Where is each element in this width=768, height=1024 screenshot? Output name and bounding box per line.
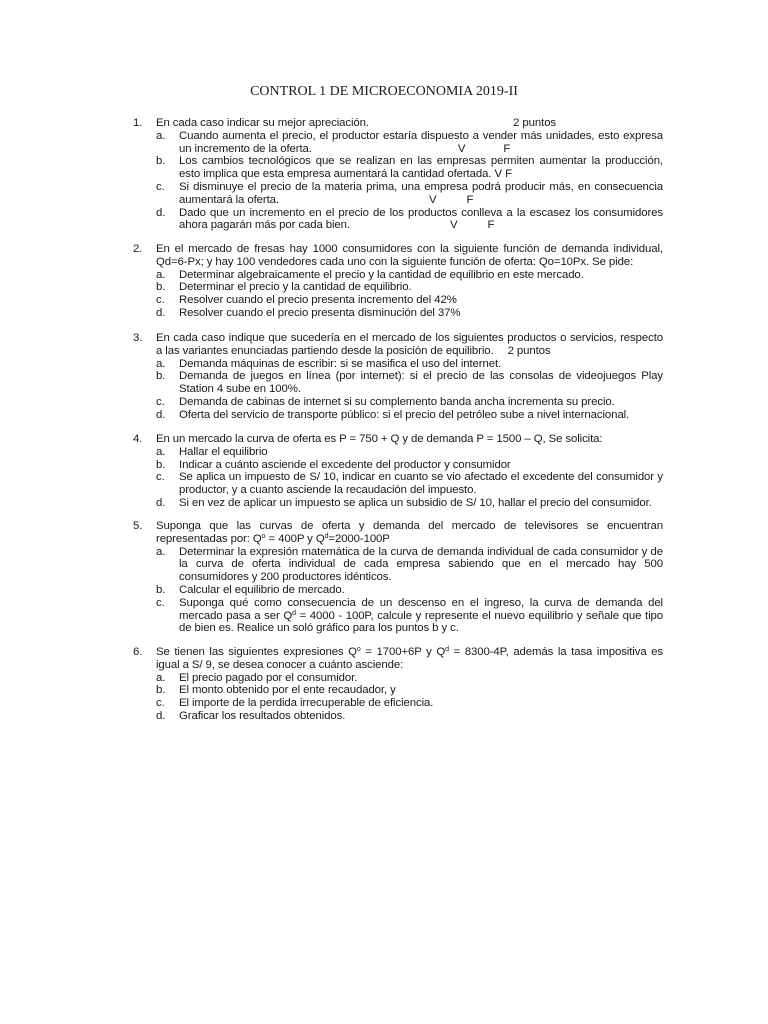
true-option: V	[457, 142, 466, 155]
list-item: d. Graficar los resultados obtenidos.	[156, 709, 346, 722]
list-item: a. Cuando aumenta el precio, el productor estaría dispuesto a vender más unidades, esto expresa un incremento de la oferta. V F	[156, 129, 663, 155]
question-2	[133, 243, 663, 320]
list-item: a. Determinar la expresión matemática de la curva de demanda individual de cada consumidor y de la curva de oferta individual de cada empresa sabiendo que en el mercado hay 500 consumidores y 200 productores idénticos.	[156, 545, 663, 584]
true-option: V	[494, 168, 502, 181]
false-option: F	[505, 168, 512, 181]
list-item: b. Indicar a cuánto asciende el excedente del productor y consumidor	[156, 458, 511, 471]
question-text: En cada caso indique que sucedería en el mercado de los siguientes productos o servicios, respecto a las variantes enunciadas partiendo desde la posición de equilibrio.	[156, 332, 663, 357]
question-number: 3.	[133, 332, 143, 344]
question-text: En cada caso indicar su mejor apreciación.	[156, 117, 369, 129]
question-number: 4.	[133, 433, 143, 445]
question-text: Se tienen las siguientes expresiones $Q^o = 1700+6P$ y $Q^d = 8300-4P$, además la tasa impositiva es igual a S/ 9, se desea conocer a cuánto asciende:	[156, 646, 664, 671]
list-item: c. Se aplica un impuesto de S/ 10, indicar en cuanto se vio afectado el excedente del consumidor y productor, y a cuanto asciende la recaudación del impuesto.	[156, 471, 663, 497]
question-text: En el mercado de fresas hay 1000 consumidores con la siguiente función de demanda individual, Qd=6-Px; y hay 100 vendedores cada uno con la siguiente función de oferta: Qo=10Px. Se pide:	[156, 243, 663, 268]
list-item: d. Dado que un incremento en el precio de los productos conlleva a la escasez los consumidores ahora pagarán más por cada bien. V F	[156, 206, 663, 232]
question-number: 5.	[133, 520, 143, 532]
question-1	[133, 117, 663, 232]
question-points: 2 puntos	[507, 344, 551, 357]
true-option: V	[449, 219, 458, 232]
question-points: 2 puntos	[513, 117, 557, 129]
list-item: d. Resolver cuando el precio presenta disminución del 37%	[156, 306, 461, 319]
question-number: 2.	[133, 243, 143, 255]
question-6	[133, 646, 663, 723]
false-option: F	[466, 193, 474, 206]
false-option: F	[487, 219, 495, 232]
question-5	[133, 520, 663, 635]
list-item: a. Determinar algebraicamente el precio y la cantidad de equilibrio en este mercado.	[156, 268, 584, 281]
document-title: CONTROL 1 DE MICROECONOMIA 2019-II	[250, 84, 518, 99]
question-4	[133, 433, 663, 510]
question-text: En un mercado la curva de oferta es P = 750 + Q y de demanda P = 1500 – Q, Se solicita:	[156, 433, 603, 445]
list-item: b. Los cambios tecnológicos que se realizan en las empresas permiten aumentar la producción, esto implica que esta empresa aumentará la cantidad ofertada. V F	[156, 155, 663, 181]
list-item: a. Hallar el equilibrio	[156, 445, 268, 458]
question-number: 6.	[133, 646, 143, 658]
true-option: V	[428, 193, 437, 206]
false-option: F	[503, 142, 511, 155]
list-item: a. Demanda máquinas de escribir: si se masifica el uso del internet.	[156, 357, 502, 370]
question-text: Suponga que las curvas de oferta y demanda del mercado de televisores se encuentran representadas por: $Q^o = 400P$ y $Q^d=2000-100P$	[156, 520, 663, 545]
list-item: b. Determinar el precio y la cantidad de equilibrio.	[156, 281, 412, 294]
list-item: b. El monto obtenido por el ente recaudador, y	[156, 684, 396, 697]
list-item: c. Suponga qué como consecuencia de un descenso en el ingreso, la curva de demanda del mercado pasa a ser $Q^d = 4000 - 100P$, calcule y represente el nuevo equilibrio y señale que tipo de bien es. Realice un soló gráfico para los puntos b y c.	[156, 596, 663, 635]
list-item: b. Calcular el equilibrio de mercado.	[156, 583, 345, 596]
list-item: b. Demanda de juegos en línea (por internet): si el precio de las consolas de videojuegos Play Station 4 sube en 100%.	[156, 370, 663, 396]
list-item: c. Demanda de cabinas de internet si su complemento banda ancha incrementa su precio.	[156, 395, 615, 408]
question-3	[133, 332, 663, 422]
list-item: d. Si en vez de aplicar un impuesto se aplica un subsidio de S/ 10, hallar el precio del consumidor.	[156, 496, 652, 509]
list-item: a. El precio pagado por el consumidor.	[156, 671, 358, 684]
list-item: d. Oferta del servicio de transporte público: si el precio del petróleo sube a nivel internacional.	[156, 408, 630, 421]
list-item: c. El importe de la perdida irrecuperable de eficiencia.	[156, 697, 434, 710]
question-number: 1.	[133, 117, 143, 129]
list-item: c. Resolver cuando el precio presenta incremento del 42%	[156, 294, 457, 307]
list-item: c. Si disminuye el precio de la materia prima, una empresa podrá producir más, en consecuencia aumentará la oferta. V F	[156, 180, 663, 206]
